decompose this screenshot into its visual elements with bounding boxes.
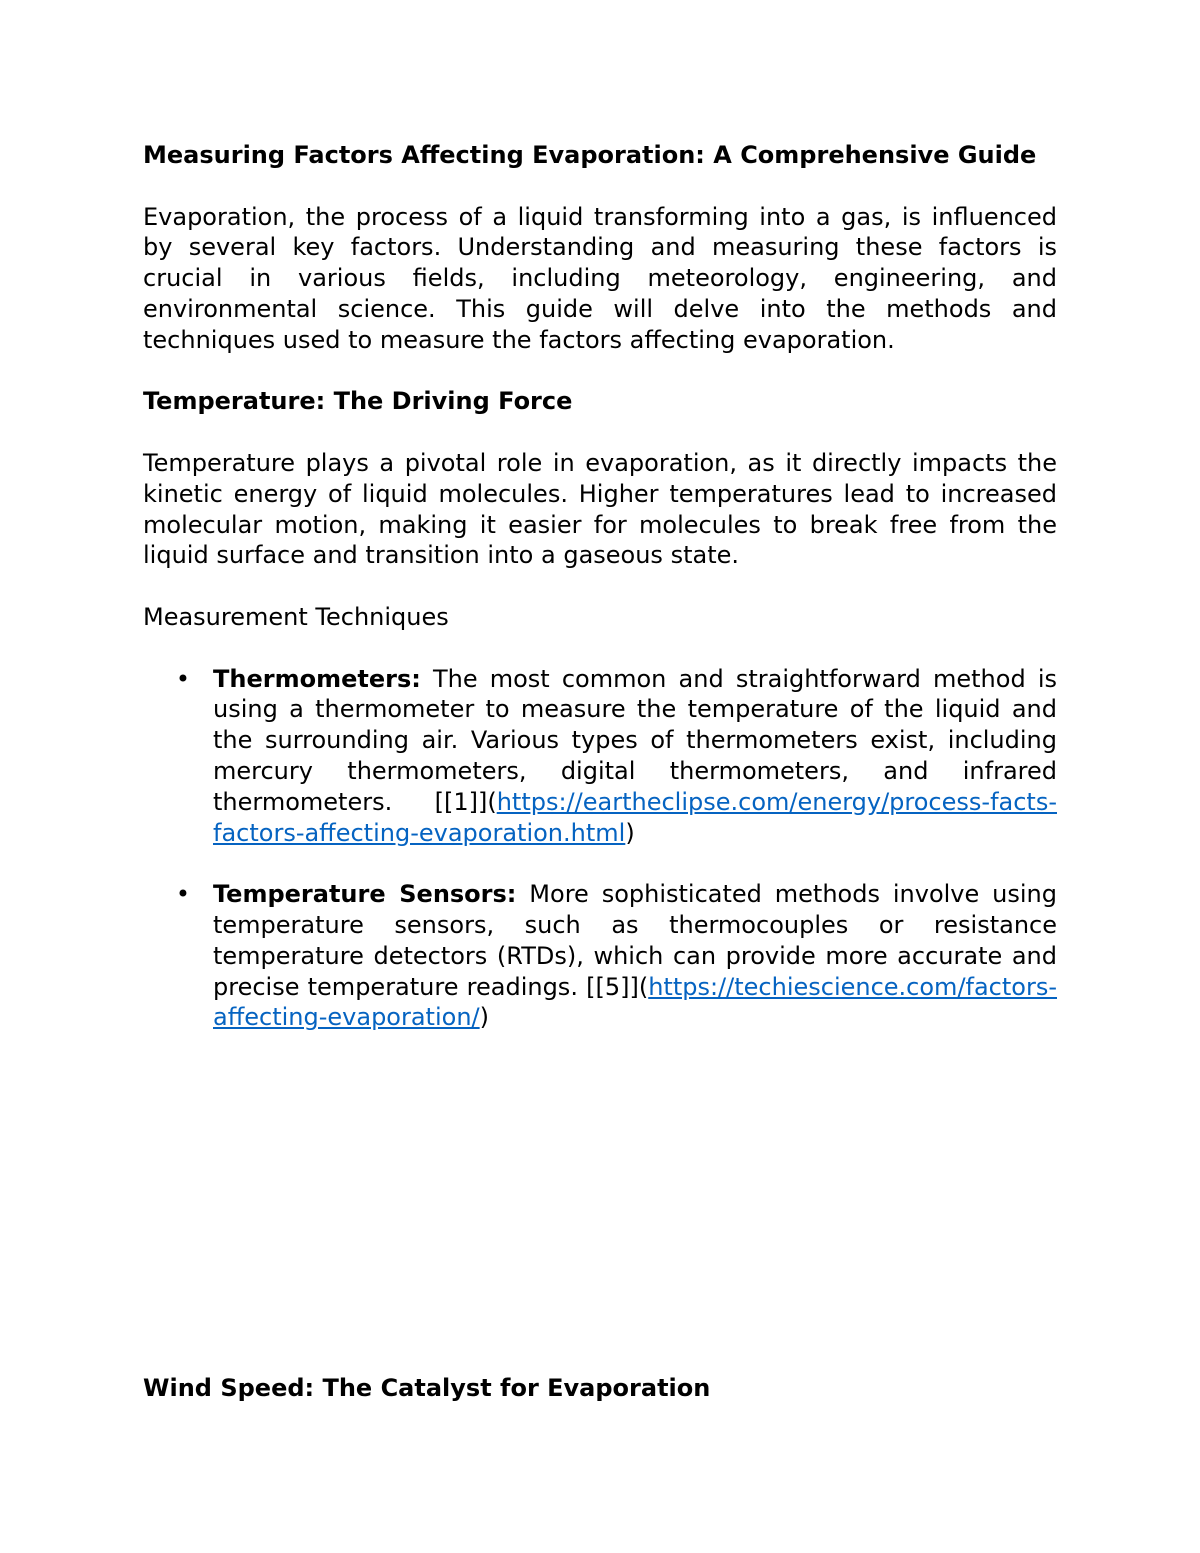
document-page bbox=[143, 140, 1057, 1033]
ref-suffix: ) bbox=[479, 1003, 489, 1032]
temperature-paragraph: Temperature plays a pivotal role in evaporation, as it directly impacts the kinetic energy of liquid molecules. Higher temperatures lead to increased molecular motion, making it easier for molecules to break free from the liquid surface and transition into a gaseous state. bbox=[143, 448, 1057, 570]
spacer bbox=[143, 417, 1057, 448]
spacer bbox=[143, 171, 1057, 202]
spacer bbox=[143, 848, 1057, 879]
list-item-thermometers bbox=[143, 664, 1057, 849]
reference-link[interactable]: https://techiescience.com/factors-affecting-evaporation/ bbox=[213, 972, 1057, 1032]
bullet-icon: • bbox=[175, 664, 191, 693]
ref-prefix: [[1]]( bbox=[434, 787, 497, 816]
bullet-icon: • bbox=[175, 880, 191, 909]
document-title: Measuring Factors Affecting Evaporation: A Comprehensive Guide bbox=[143, 141, 1037, 169]
measurement-techniques-label: Measurement Techniques bbox=[143, 602, 449, 631]
item-text: More sophisticated methods involve using temperature sensors, such as thermocouples or resistance temperature detectors (RTDs), which can provide more accurate and precise temperature readings. bbox=[213, 880, 1058, 1001]
list-item-temperature-sensors bbox=[143, 879, 1057, 1033]
spacer bbox=[143, 633, 1057, 664]
item-text: The most common and straightforward method is using a thermometer to measure the temperature of the liquid and the surrounding air. Various types of thermometers exist, including mercury thermometers, digital thermometers, and infrared thermometers. bbox=[213, 664, 1057, 816]
techniques-list bbox=[143, 664, 1057, 1034]
spacer bbox=[143, 356, 1057, 387]
ref-suffix: ) bbox=[625, 818, 635, 847]
temperature-heading: Temperature: The Driving Force bbox=[143, 387, 573, 416]
intro-paragraph: Evaporation, the process of a liquid transforming into a gas, is influenced by several key factors. Understanding and measuring these factors is crucial in various fields, including meteorology, engineering, and environmental science. This guide will delve into the methods and techniques used to measure the factors affecting evaporation. bbox=[143, 202, 1057, 354]
spacer bbox=[143, 571, 1057, 602]
ref-prefix: [[5]]( bbox=[586, 972, 649, 1001]
item-term: Temperature Sensors: bbox=[213, 880, 517, 909]
reference-link[interactable]: https://eartheclipse.com/energy/process-facts-factors-affecting-evaporation.html bbox=[213, 787, 1057, 847]
item-term: Thermometers: bbox=[213, 664, 421, 693]
wind-speed-heading: Wind Speed: The Catalyst for Evaporation bbox=[143, 1374, 711, 1402]
